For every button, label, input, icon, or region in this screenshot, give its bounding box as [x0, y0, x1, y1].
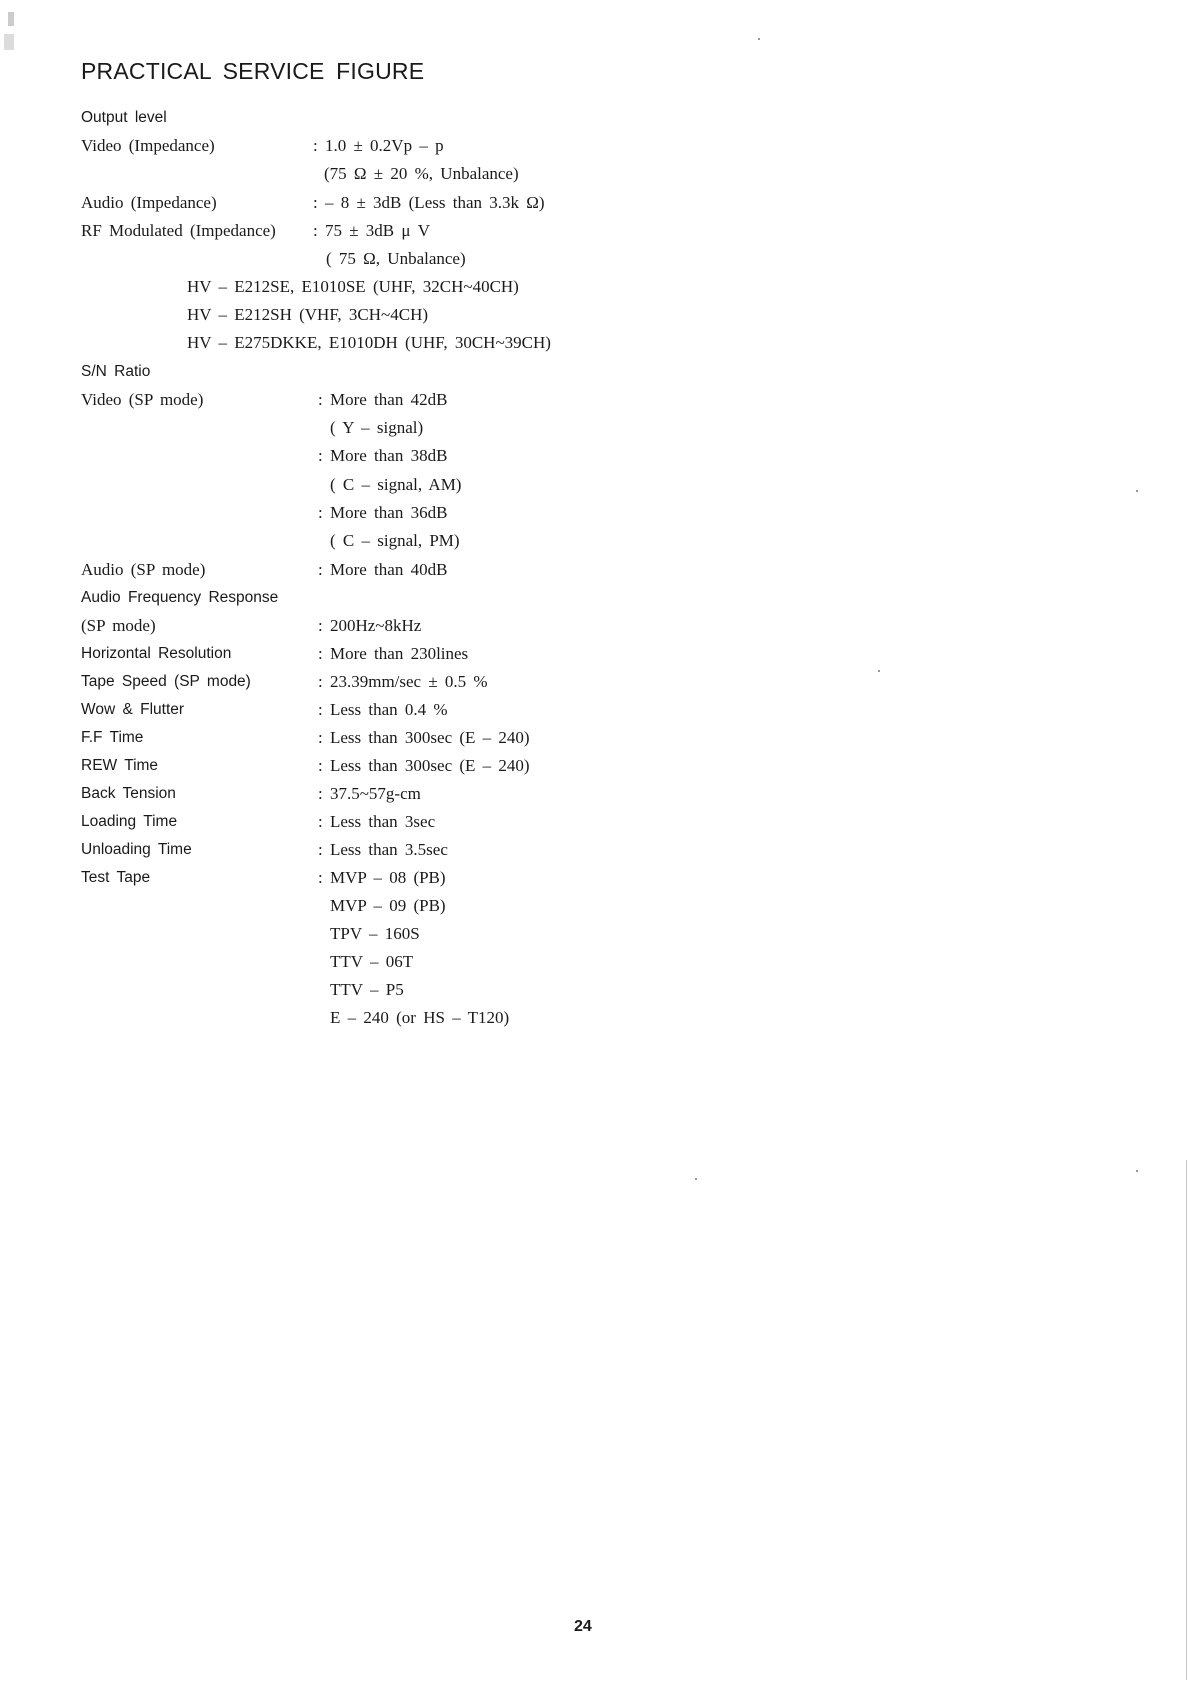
spec-value: : More than 36dB	[318, 503, 448, 522]
spec-value: : – 8 ± 3dB (Less than 3.3k Ω)	[313, 193, 545, 212]
spec-label: Video (SP mode)	[81, 390, 204, 409]
spec-label: F.F Time	[81, 729, 144, 746]
test-tape-item: TPV – 160S	[330, 924, 420, 943]
spec-value: : More than 40dB	[318, 560, 448, 579]
scan-artifact	[1136, 1170, 1138, 1172]
spec-label: RF Modulated (Impedance)	[81, 221, 276, 240]
page-number: 24	[574, 1618, 592, 1635]
spec-label: Test Tape	[81, 869, 151, 886]
spec-label: Wow & Flutter	[81, 701, 185, 718]
spec-value: ( C – signal, AM)	[330, 475, 462, 494]
scan-edge	[1186, 1160, 1187, 1680]
spec-label: Audio Frequency Response	[81, 589, 279, 606]
test-tape-item: : MVP – 08 (PB)	[318, 868, 446, 887]
spec-label: Video (Impedance)	[81, 136, 215, 155]
sn-ratio-heading: S/N Ratio	[81, 363, 151, 380]
spec-label: Tape Speed (SP mode)	[81, 673, 251, 690]
spec-value: (75 Ω ± 20 %, Unbalance)	[324, 164, 519, 183]
spec-label: Audio (Impedance)	[81, 193, 217, 212]
spec-label: REW Time	[81, 757, 159, 774]
spec-value: : More than 230lines	[318, 644, 469, 663]
spec-value: : More than 38dB	[318, 446, 448, 465]
spec-value: : Less than 3sec	[318, 812, 436, 831]
scan-artifact	[4, 34, 14, 50]
spec-value: : 200Hz~8kHz	[318, 616, 422, 635]
spec-value: ( C – signal, PM)	[330, 531, 460, 550]
spec-value: : Less than 300sec (E – 240)	[318, 756, 530, 775]
spec-label: Back Tension	[81, 785, 176, 802]
spec-label: Loading Time	[81, 813, 178, 830]
spec-label: Audio (SP mode)	[81, 560, 206, 579]
scan-artifact	[878, 670, 880, 672]
spec-value: : More than 42dB	[318, 390, 448, 409]
test-tape-item: TTV – P5	[330, 980, 404, 999]
spec-value: HV – E275DKKE, E1010DH (UHF, 30CH~39CH)	[187, 333, 551, 352]
spec-label: Horizontal Resolution	[81, 645, 232, 662]
page-title: PRACTICAL SERVICE FIGURE	[81, 58, 425, 84]
spec-value: HV – E212SH (VHF, 3CH~4CH)	[187, 305, 429, 324]
spec-value: : 1.0 ± 0.2Vp – p	[313, 136, 444, 155]
test-tape-item: MVP – 09 (PB)	[330, 896, 446, 915]
test-tape-item: TTV – 06T	[330, 952, 414, 971]
spec-value: : Less than 3.5sec	[318, 840, 448, 859]
spec-value: : 75 ± 3dB μ V	[313, 221, 431, 240]
spec-value: ( Y – signal)	[330, 418, 424, 437]
spec-value: HV – E212SE, E1010SE (UHF, 32CH~40CH)	[187, 277, 519, 296]
spec-value: : Less than 0.4 %	[318, 700, 448, 719]
scan-artifact	[8, 12, 14, 26]
scan-artifact	[1136, 490, 1138, 492]
spec-value: : 23.39mm/sec ± 0.5 %	[318, 672, 488, 691]
spec-value: : Less than 300sec (E – 240)	[318, 728, 530, 747]
test-tape-item: E – 240 (or HS – T120)	[330, 1008, 510, 1027]
spec-label: (SP mode)	[81, 616, 156, 635]
spec-label: Unloading Time	[81, 841, 192, 858]
spec-value: ( 75 Ω, Unbalance)	[326, 249, 466, 268]
scan-artifact	[695, 1178, 697, 1180]
scan-artifact	[758, 38, 760, 40]
spec-value: : 37.5~57g-cm	[318, 784, 421, 803]
output-level-heading: Output level	[81, 109, 167, 126]
